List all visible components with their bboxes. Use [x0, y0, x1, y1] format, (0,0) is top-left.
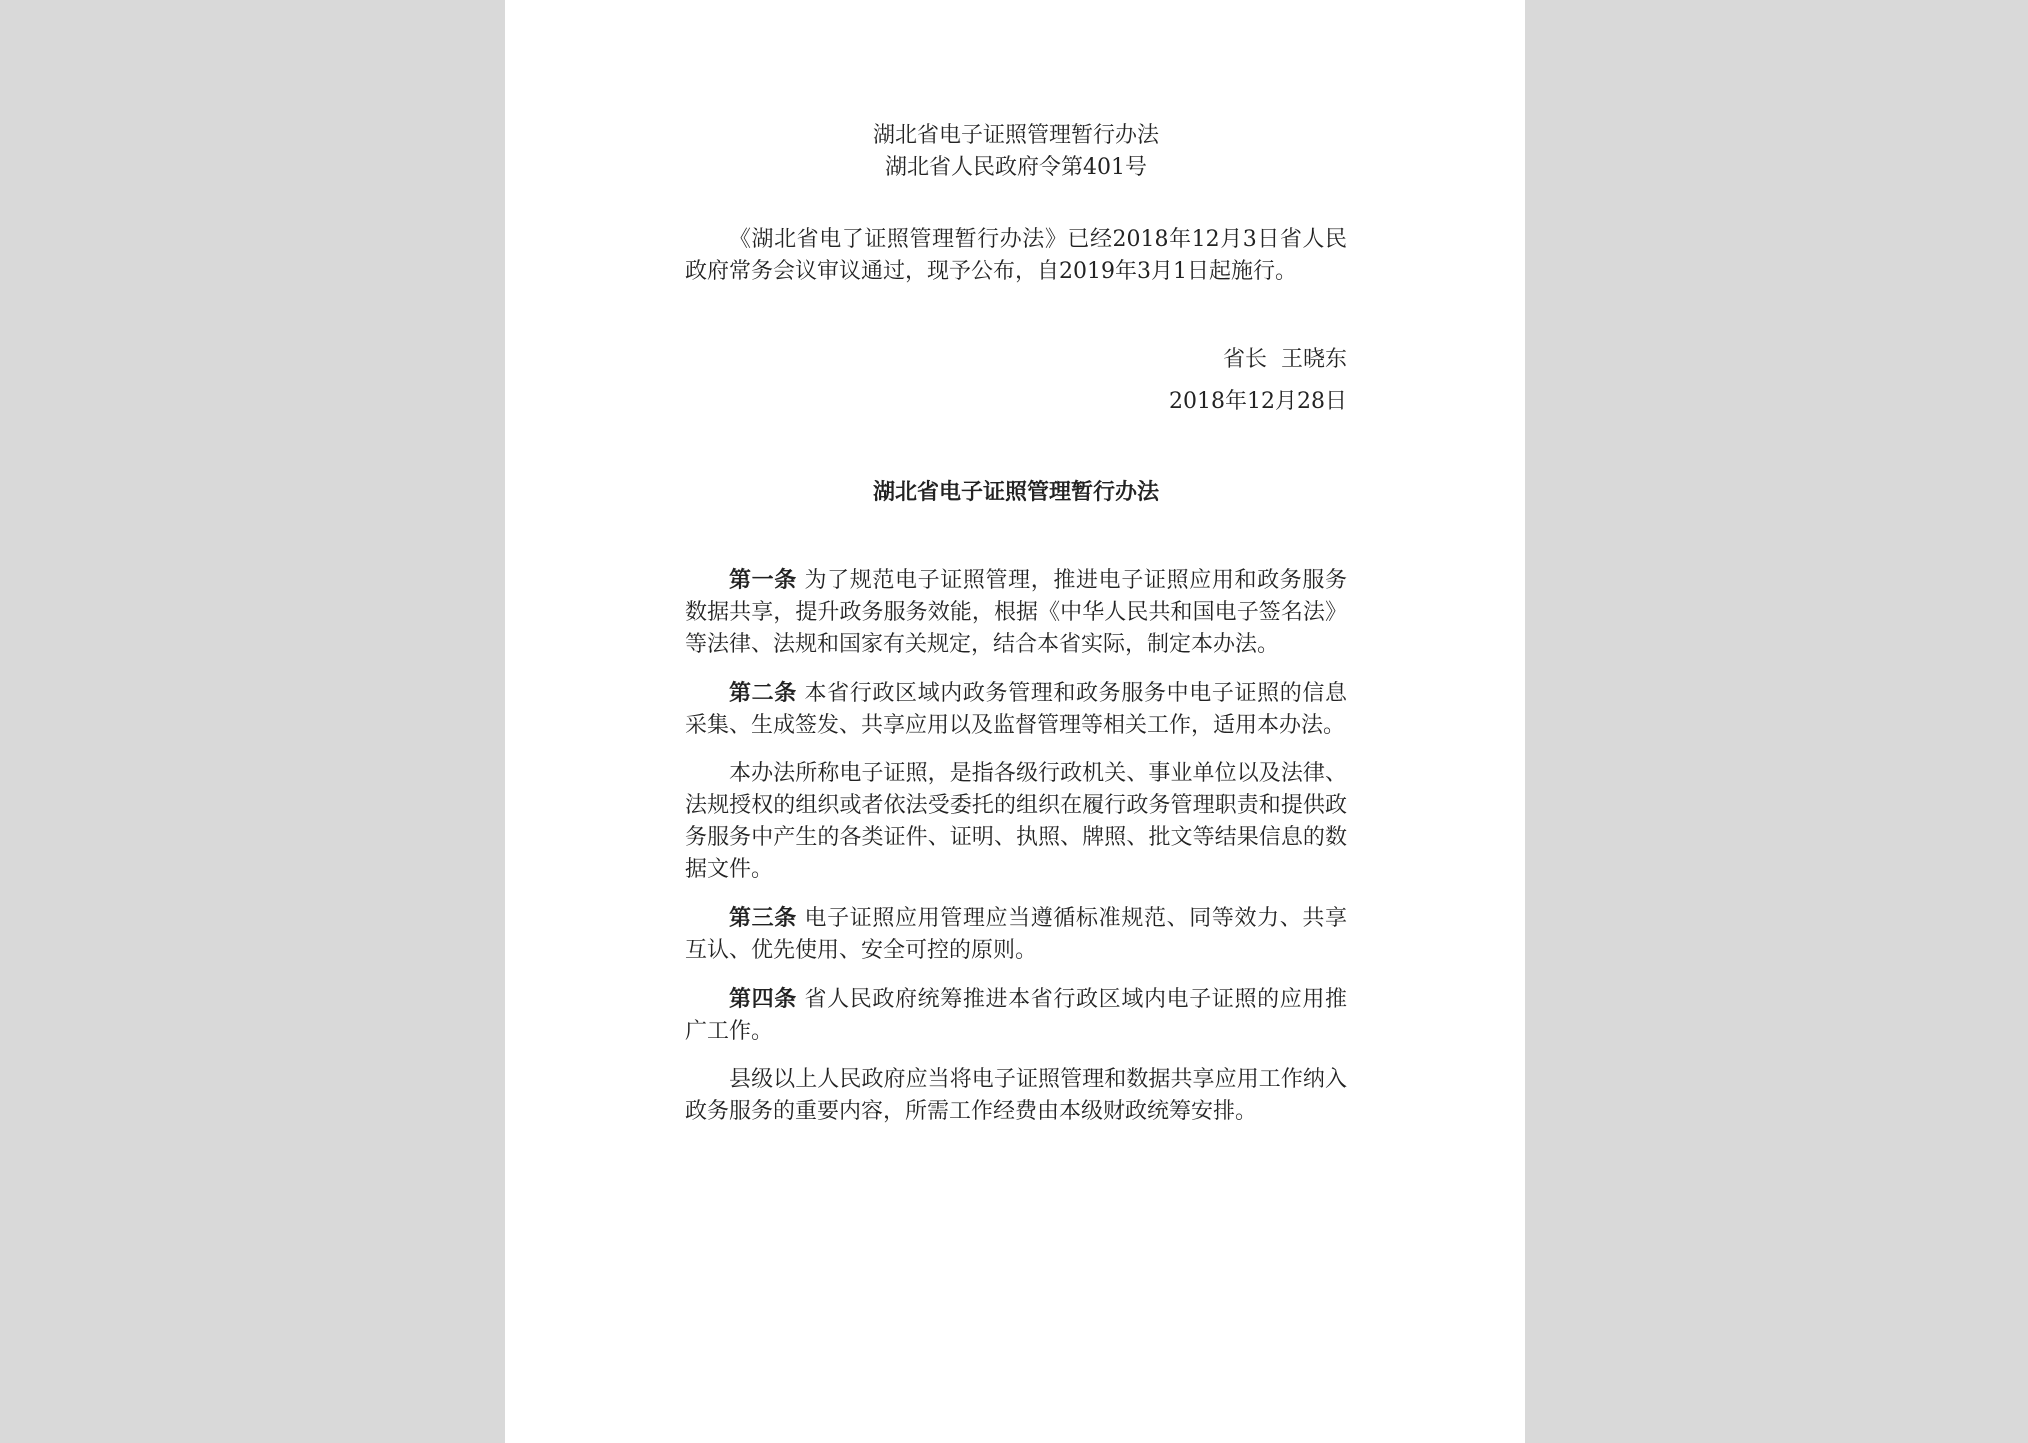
article-label: 第二条	[729, 680, 797, 706]
promulgation-text: 《湖北省电了证照管理暂行办法》已经2018年12月3日省人民政府常务会议审议通过，现予公布，自2019年3月1日起施行。	[685, 227, 1347, 284]
signature-date: 2018年12月28日	[1169, 389, 1347, 414]
article-1	[685, 564, 1347, 661]
document-title: 湖北省电子证照管理暂行办法	[872, 123, 1159, 148]
signer: 省长 王晓东	[1223, 347, 1347, 372]
body-title: 湖北省电子证照管理暂行办法	[872, 479, 1159, 505]
article-text: 省人民政府统筹推进本省行政区域内电子证照的应用推广工作。	[685, 987, 1347, 1044]
article-4	[685, 983, 1347, 1048]
article-text: 县级以上人民政府应当将电子证照管理和数据共享应用工作纳入政务服务的重要内容，所需工作经费由本级财政统筹安排。	[685, 1067, 1347, 1124]
article-3	[685, 902, 1347, 967]
article-text: 本办法所称电子证照，是指各级行政机关、事业单位以及法律、法规授权的组织或者依法受委托的组织在履行政务管理职责和提供政务服务中产生的各类证件、证明、执照、牌照、批文等结果信息的数据文件。	[685, 761, 1347, 882]
document-page	[505, 0, 1525, 1443]
article-text: 为了规范电子证照管理，推进电子证照应用和政务服务数据共享，提升政务服务效能，根据《中华人民共和国电子签名法》等法律、法规和国家有关规定，结合本省实际，制定本办法。	[685, 568, 1347, 657]
spacer	[685, 418, 1347, 476]
article-4-paragraph-2	[685, 1064, 1347, 1128]
article-2-paragraph-2	[685, 758, 1347, 886]
document-content	[685, 120, 1347, 1144]
article-text: 电子证照应用管理应当遵循标准规范、同等效力、共享互认、优先使用、安全可控的原则。	[685, 906, 1347, 963]
spacer	[685, 508, 1347, 564]
spacer	[685, 184, 1347, 224]
order-number: 湖北省人民政府令第401号	[885, 155, 1147, 180]
spacer	[685, 376, 1347, 386]
article-label: 第三条	[729, 905, 797, 931]
article-label: 第一条	[729, 567, 797, 593]
spacer	[685, 288, 1347, 344]
article-2	[685, 677, 1347, 742]
article-label: 第四条	[729, 986, 797, 1012]
article-text: 本省行政区域内政务管理和政务服务中电子证照的信息采集、生成签发、共享应用以及监督管理等相关工作，适用本办法。	[685, 681, 1347, 738]
